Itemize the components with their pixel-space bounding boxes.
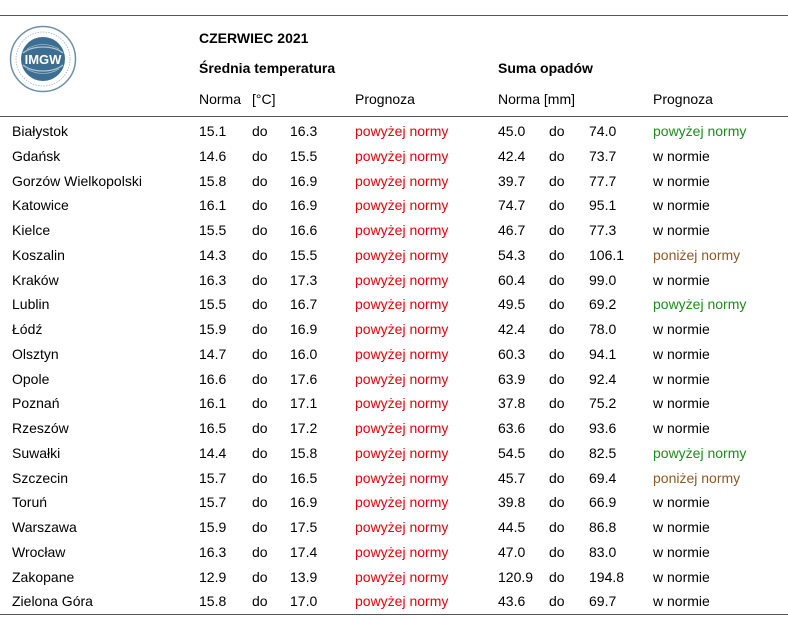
precip-forecast-cell: w normie [653,420,710,436]
precip-norm-max-cell: 194.8 [589,569,625,585]
temp-norm-max-cell: 13.9 [290,569,318,585]
precip-norm-min-cell: 47.0 [498,544,526,560]
temp-norm-min-cell: 15.7 [199,470,227,486]
precip-norm-max-cell: 83.0 [589,544,617,560]
temp-range-sep: do [252,395,268,411]
temp-range-sep: do [252,272,268,288]
precip-norm-max-cell: 74.0 [589,123,617,139]
temp-forecast-cell: powyżej normy [355,123,449,139]
precip-norm-min-cell: 74.7 [498,197,526,213]
precip-forecast-cell: w normie [653,395,710,411]
temp-norm-max-cell: 16.7 [290,296,318,312]
temp-range-sep: do [252,123,268,139]
precip-norm-max-cell: 106.1 [589,247,625,263]
precip-norm-min-cell: 42.4 [498,148,526,164]
temp-norm-max-cell: 16.9 [290,173,318,189]
temp-range-sep: do [252,494,268,510]
temp-range-sep: do [252,593,268,609]
city-cell: Gdańsk [12,148,61,164]
temp-norm-min-cell: 16.1 [199,395,227,411]
precip-forecast-cell: w normie [653,544,710,560]
precip-forecast-cell: w normie [653,494,710,510]
city-cell: Gorzów Wielkopolski [12,173,142,189]
precip-range-sep: do [549,593,565,609]
precip-norm-min-cell: 60.4 [498,272,526,288]
precip-norm-min-cell: 120.9 [498,569,534,585]
precip-forecast-cell: w normie [653,593,710,609]
precip-forecast-cell: w normie [653,569,710,585]
precip-norm-max-cell: 99.0 [589,272,617,288]
precip-forecast-cell: powyżej normy [653,296,747,312]
precip-norm-max-cell: 82.5 [589,445,617,461]
precip-range-sep: do [549,197,565,213]
temp-forecast-cell: powyżej normy [355,544,449,560]
temp-forecast-cell: powyżej normy [355,593,449,609]
top-rule [0,15,788,16]
temp-norm-max-cell: 15.5 [290,148,318,164]
city-cell: Suwałki [12,445,61,461]
temp-norm-min-cell: 15.5 [199,222,227,238]
precip-range-sep: do [549,123,565,139]
precip-forecast-cell: poniżej normy [653,247,741,263]
precip-norm-max-cell: 86.8 [589,519,617,535]
precip-norm-max-cell: 77.3 [589,222,617,238]
precip-norm-min-cell: 46.7 [498,222,526,238]
temp-forecast-cell: powyżej normy [355,420,449,436]
temp-range-sep: do [252,222,268,238]
temp-range-sep: do [252,470,268,486]
temp-range-sep: do [252,569,268,585]
precip-forecast-cell: w normie [653,519,710,535]
temp-norm-max-cell: 16.9 [290,494,318,510]
temp-norm-min-cell: 15.1 [199,123,227,139]
bottom-rule [0,614,788,615]
temp-range-sep: do [252,321,268,337]
temp-forecast-cell: powyżej normy [355,148,449,164]
precip-range-sep: do [549,420,565,436]
precip-norm-max-cell: 93.6 [589,420,617,436]
city-cell: Poznań [12,395,60,411]
precip-forecast-cell: w normie [653,173,710,189]
city-cell: Katowice [12,197,69,213]
temp-norm-max-cell: 17.2 [290,420,318,436]
temp-range-sep: do [252,148,268,164]
temp-norm-min-cell: 15.8 [199,173,227,189]
precip-norm-max-cell: 92.4 [589,371,617,387]
temp-forecast-cell: powyżej normy [355,321,449,337]
precip-norm-max-cell: 66.9 [589,494,617,510]
temp-norm-min-cell: 14.7 [199,346,227,362]
precip-range-sep: do [549,395,565,411]
precip-norm-min-cell: 54.3 [498,247,526,263]
city-cell: Toruń [12,494,48,510]
temp-forecast-header: Prognoza [355,91,415,107]
precip-forecast-header: Prognoza [653,91,713,107]
temp-range-sep: do [252,296,268,312]
city-cell: Wrocław [12,544,66,560]
precip-norm-min-cell: 45.0 [498,123,526,139]
temp-norm-min-cell: 15.5 [199,296,227,312]
temp-range-sep: do [252,247,268,263]
precip-norm-min-cell: 63.6 [498,420,526,436]
temp-norm-min-cell: 16.3 [199,544,227,560]
temp-norm-max-cell: 16.5 [290,470,318,486]
temp-forecast-cell: powyżej normy [355,222,449,238]
precip-norm-max-cell: 94.1 [589,346,617,362]
city-cell: Olsztyn [12,346,59,362]
precip-range-sep: do [549,247,565,263]
precip-forecast-cell: w normie [653,197,710,213]
logo-text: IMGW [24,52,62,67]
precip-norm-min-cell: 63.9 [498,371,526,387]
precip-norm-min-cell: 60.3 [498,346,526,362]
precip-range-sep: do [549,272,565,288]
precip-norm-header: Norma [mm] [498,91,575,107]
precip-norm-max-cell: 73.7 [589,148,617,164]
temp-norm-min-cell: 15.9 [199,321,227,337]
precip-forecast-cell: powyżej normy [653,445,747,461]
precip-norm-min-cell: 42.4 [498,321,526,337]
temp-forecast-cell: powyżej normy [355,395,449,411]
temp-norm-max-cell: 15.8 [290,445,318,461]
imgw-logo [9,25,77,93]
temp-range-sep: do [252,420,268,436]
city-cell: Zielona Góra [12,593,93,609]
temp-forecast-cell: powyżej normy [355,247,449,263]
precip-norm-max-cell: 69.7 [589,593,617,609]
precip-range-sep: do [549,445,565,461]
precip-forecast-cell: w normie [653,148,710,164]
city-cell: Warszawa [12,519,77,535]
temp-forecast-cell: powyżej normy [355,197,449,213]
precip-norm-min-cell: 49.5 [498,296,526,312]
temp-norm-min-cell: 14.4 [199,445,227,461]
temp-norm-min-cell: 14.3 [199,247,227,263]
temp-norm-min-cell: 15.8 [199,593,227,609]
precip-forecast-cell: w normie [653,346,710,362]
temp-norm-max-cell: 17.6 [290,371,318,387]
temp-norm-max-cell: 17.5 [290,519,318,535]
precipitation-group-label: Suma opadów [498,60,593,76]
temp-forecast-cell: powyżej normy [355,346,449,362]
precip-range-sep: do [549,346,565,362]
temp-norm-min-cell: 15.7 [199,494,227,510]
period-title: CZERWIEC 2021 [199,30,309,46]
temp-norm-header: Norma [199,91,242,107]
precip-norm-max-cell: 69.4 [589,470,617,486]
temp-range-sep: do [252,346,268,362]
precip-range-sep: do [549,569,565,585]
precip-forecast-cell: powyżej normy [653,123,747,139]
temp-range-sep: do [252,371,268,387]
city-cell: Lublin [12,296,50,312]
temp-norm-max-cell: 17.3 [290,272,318,288]
precip-forecast-cell: poniżej normy [653,470,741,486]
temp-range-sep: do [252,173,268,189]
temperature-group-label: Średnia temperatura [199,60,336,76]
precip-norm-min-cell: 39.7 [498,173,526,189]
precip-norm-max-cell: 69.2 [589,296,617,312]
city-cell: Zakopane [12,569,75,585]
precip-range-sep: do [549,470,565,486]
precip-forecast-cell: w normie [653,222,710,238]
temp-range-sep: do [252,519,268,535]
temp-forecast-cell: powyżej normy [355,371,449,387]
temp-forecast-cell: powyżej normy [355,445,449,461]
precip-range-sep: do [549,148,565,164]
city-cell: Koszalin [12,247,65,263]
precip-norm-min-cell: 37.8 [498,395,526,411]
temp-norm-max-cell: 16.6 [290,222,318,238]
city-cell: Białystok [12,123,69,139]
precip-range-sep: do [549,544,565,560]
temp-forecast-cell: powyżej normy [355,569,449,585]
temp-norm-max-cell: 16.3 [290,123,318,139]
city-cell: Kraków [12,272,59,288]
temp-unit-header: [°C] [252,91,276,107]
precip-forecast-cell: w normie [653,321,710,337]
city-cell: Łódź [12,321,43,337]
city-cell: Szczecin [12,470,69,486]
city-cell: Kielce [12,222,51,238]
precip-norm-min-cell: 54.5 [498,445,526,461]
precip-range-sep: do [549,321,565,337]
precip-norm-max-cell: 77.7 [589,173,617,189]
precip-norm-min-cell: 45.7 [498,470,526,486]
temp-norm-max-cell: 17.4 [290,544,318,560]
precip-forecast-cell: w normie [653,371,710,387]
precip-range-sep: do [549,519,565,535]
precip-range-sep: do [549,371,565,387]
temp-norm-min-cell: 14.6 [199,148,227,164]
precip-norm-min-cell: 39.8 [498,494,526,510]
temp-norm-max-cell: 15.5 [290,247,318,263]
header-rule [0,116,788,117]
temp-norm-min-cell: 15.9 [199,519,227,535]
precip-range-sep: do [549,173,565,189]
temp-norm-max-cell: 16.9 [290,197,318,213]
precip-norm-min-cell: 44.5 [498,519,526,535]
temp-forecast-cell: powyżej normy [355,470,449,486]
precip-norm-max-cell: 75.2 [589,395,617,411]
precip-range-sep: do [549,494,565,510]
temp-norm-min-cell: 16.3 [199,272,227,288]
temp-range-sep: do [252,445,268,461]
precip-range-sep: do [549,296,565,312]
precip-norm-max-cell: 95.1 [589,197,617,213]
temp-norm-max-cell: 17.0 [290,593,318,609]
temp-forecast-cell: powyżej normy [355,173,449,189]
temp-norm-max-cell: 16.0 [290,346,318,362]
temp-forecast-cell: powyżej normy [355,296,449,312]
temp-norm-min-cell: 16.5 [199,420,227,436]
temp-range-sep: do [252,197,268,213]
temp-norm-min-cell: 12.9 [199,569,227,585]
precip-forecast-cell: w normie [653,272,710,288]
temp-forecast-cell: powyżej normy [355,519,449,535]
temp-range-sep: do [252,544,268,560]
precip-norm-min-cell: 43.6 [498,593,526,609]
temp-forecast-cell: powyżej normy [355,494,449,510]
precip-range-sep: do [549,222,565,238]
temp-norm-max-cell: 17.1 [290,395,318,411]
city-cell: Opole [12,371,50,387]
temp-norm-min-cell: 16.1 [199,197,227,213]
temp-norm-min-cell: 16.6 [199,371,227,387]
temp-forecast-cell: powyżej normy [355,272,449,288]
precip-norm-max-cell: 78.0 [589,321,617,337]
temp-norm-max-cell: 16.9 [290,321,318,337]
city-cell: Rzeszów [12,420,69,436]
